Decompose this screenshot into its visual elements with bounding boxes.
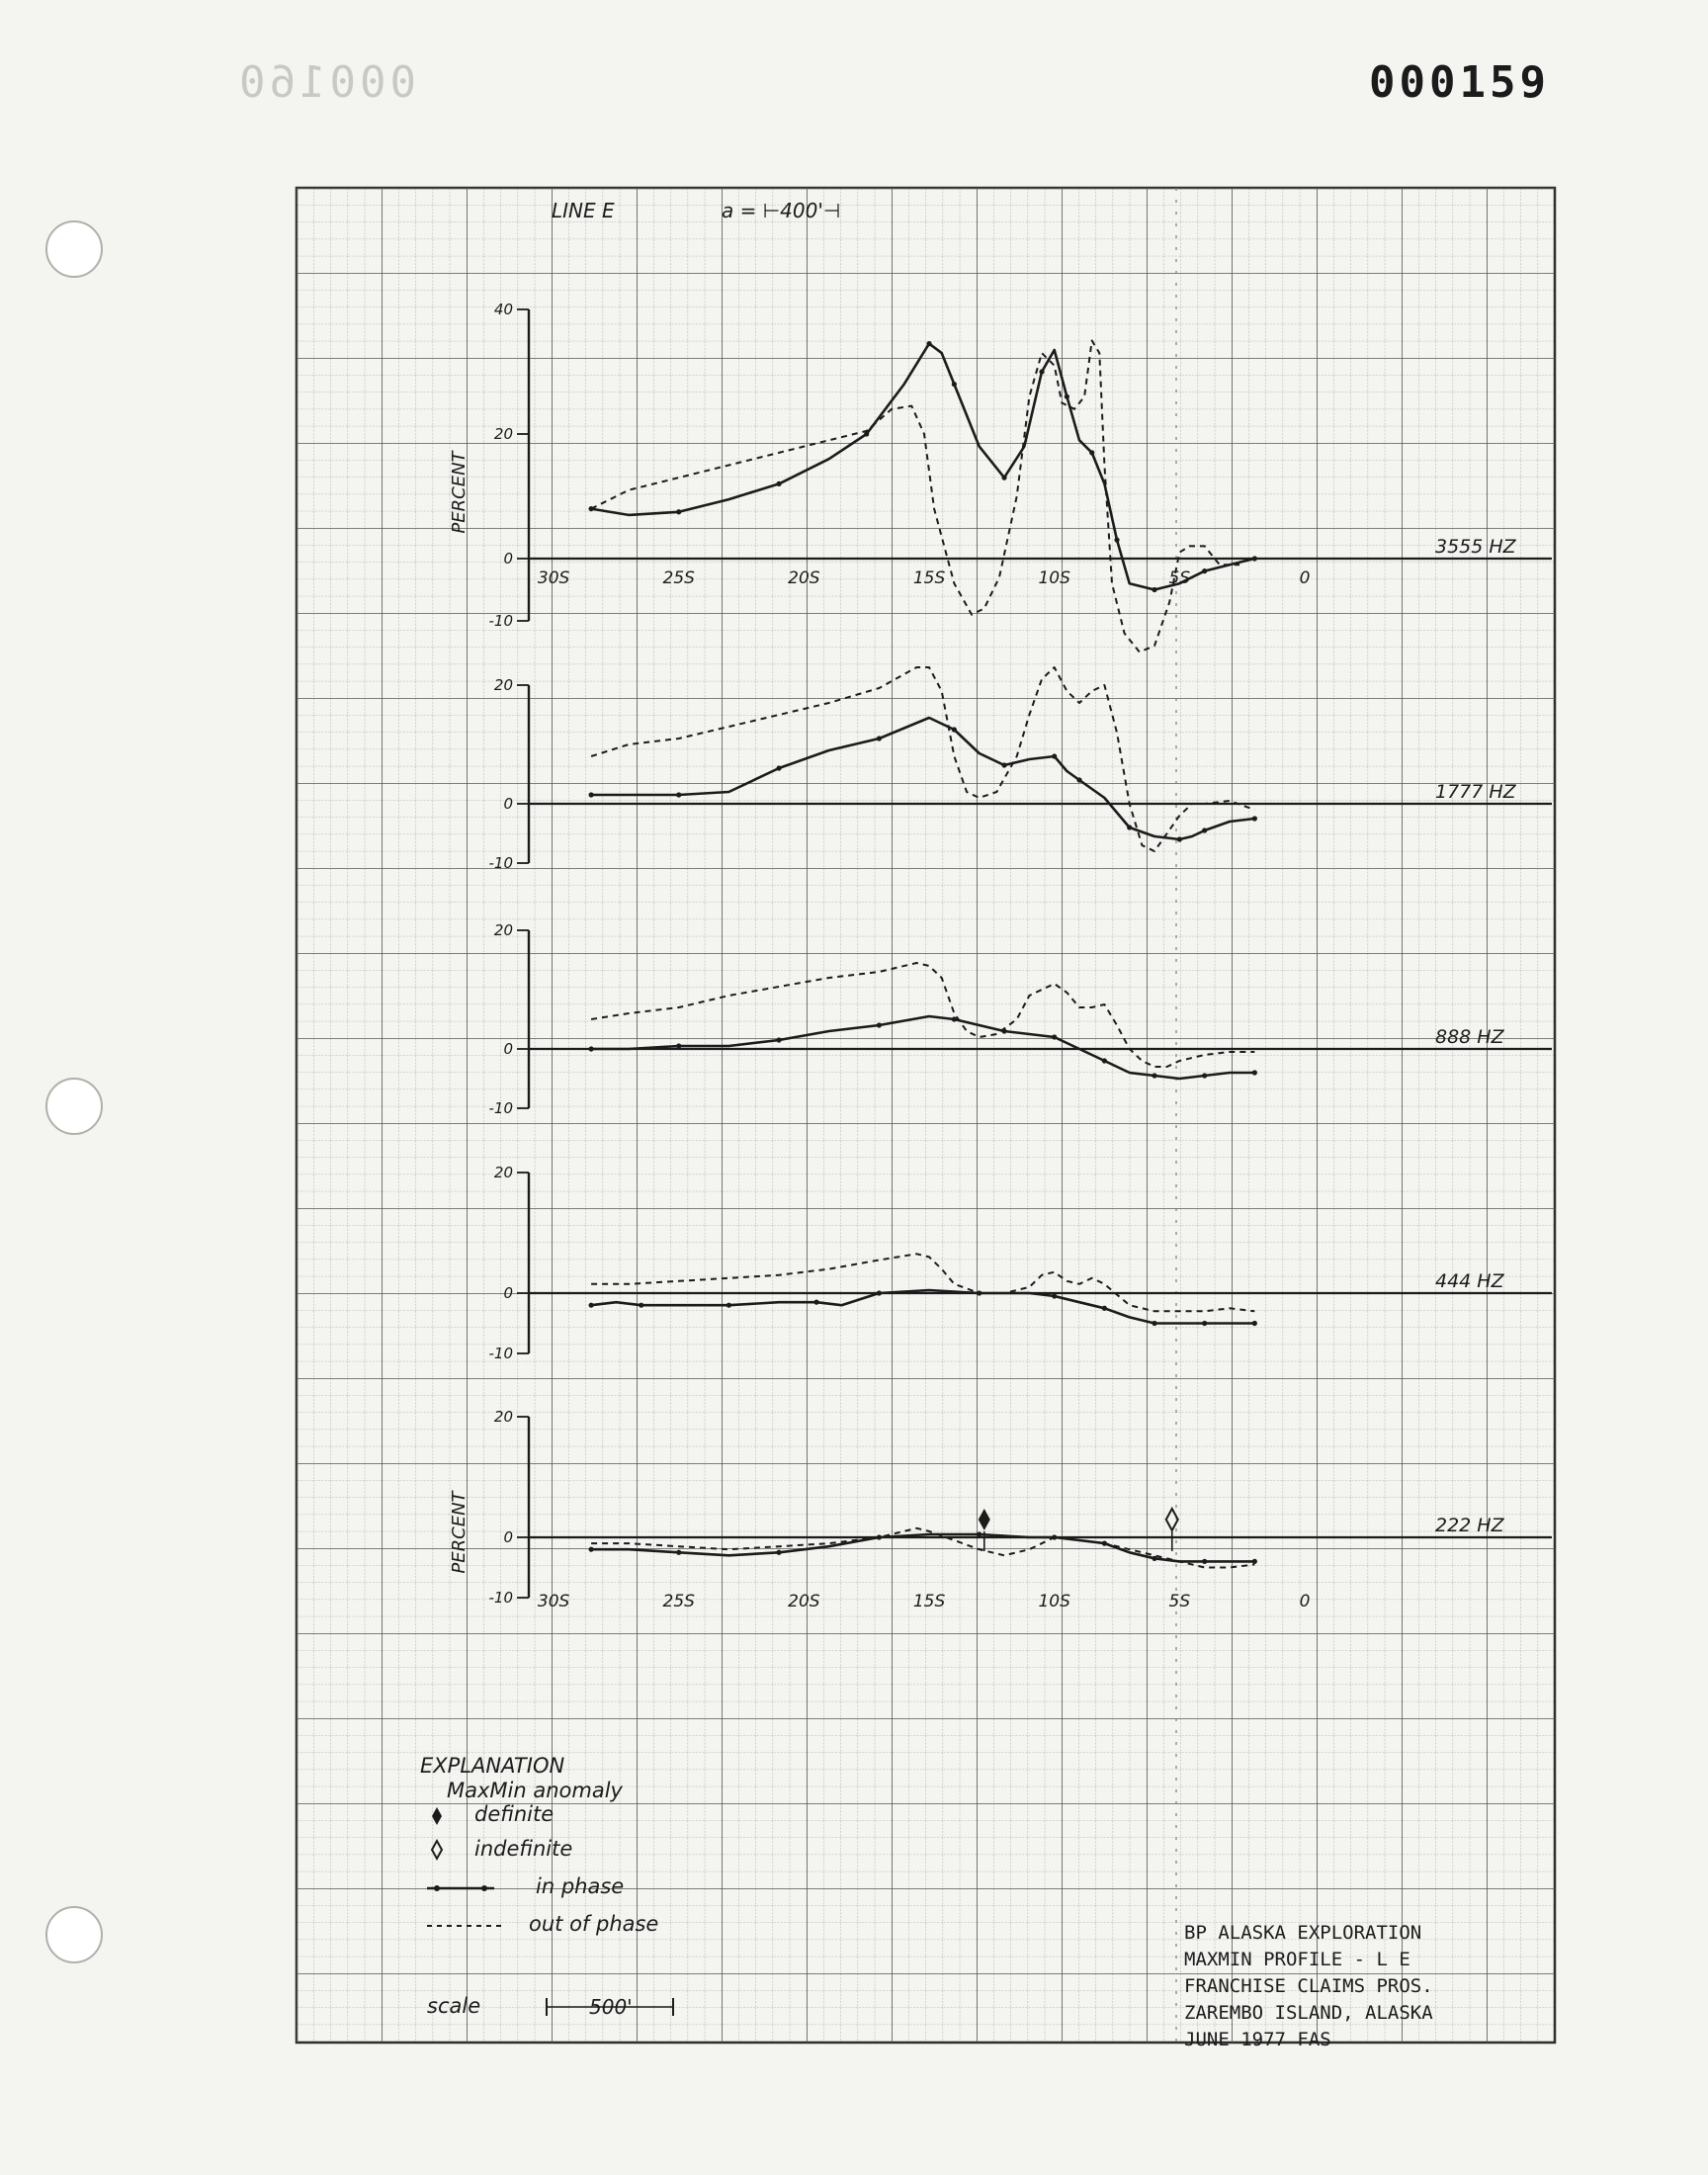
y-tick-label: 0: [503, 550, 513, 567]
frequency-label: 888 HZ: [1435, 1026, 1504, 1048]
y-tick-label: 20: [493, 676, 513, 694]
title-block-line-5: JUNE 1977 FAS: [1184, 2029, 1331, 2050]
in-phase-data-point: [1001, 476, 1006, 480]
in-phase-data-point: [588, 1046, 593, 1051]
in-phase-data-point: [1177, 836, 1182, 841]
y-tick-label: 20: [493, 425, 513, 443]
in-phase-data-point: [676, 1550, 681, 1555]
y-tick-label: 0: [503, 1284, 513, 1302]
explanation-heading: EXPLANATION: [420, 1754, 565, 1778]
x-tick-label: 0: [1299, 1592, 1311, 1611]
in-phase-data-point: [1202, 1073, 1207, 1078]
in-phase-data-point: [1065, 394, 1069, 399]
in-phase-data-point: [1001, 762, 1006, 767]
y-tick-label: -10: [488, 612, 513, 630]
x-tick-label: 5S: [1168, 568, 1191, 588]
frequency-label: 1777 HZ: [1435, 781, 1516, 803]
chart-title: LINE E: [552, 199, 615, 222]
y-tick-label: -10: [488, 1345, 513, 1362]
x-tick-label: 10S: [1038, 1592, 1070, 1611]
y-axis-label: PERCENT: [449, 451, 470, 534]
y-tick-label: -10: [488, 1589, 513, 1607]
in-phase-data-point: [776, 481, 781, 486]
in-phase-data-point: [1252, 1321, 1257, 1326]
in-phase-data-point: [1052, 1293, 1057, 1298]
title-block-line-2: MAXMIN PROFILE - L E: [1184, 1949, 1410, 1970]
in-phase-data-point: [1252, 556, 1257, 561]
y-tick-label: -10: [488, 854, 513, 872]
in-phase-data-point: [588, 1547, 593, 1552]
in-phase-data-point: [977, 1531, 982, 1536]
in-phase-data-point: [1114, 538, 1119, 543]
x-tick-label: 0: [1299, 568, 1311, 588]
in-phase-data-point: [1127, 825, 1132, 829]
frequency-label: 3555 HZ: [1435, 536, 1516, 558]
in-phase-dot-sample: [481, 1885, 487, 1891]
in-phase-data-point: [776, 1037, 781, 1042]
frequency-label: 222 HZ: [1435, 1515, 1504, 1536]
in-phase-data-point: [588, 1303, 593, 1308]
in-phase-data-point: [776, 765, 781, 770]
frequency-label: 444 HZ: [1435, 1270, 1504, 1292]
in-phase-data-point: [1252, 816, 1257, 821]
legend-definite-label: definite: [474, 1802, 555, 1826]
in-phase-data-point: [726, 1303, 731, 1308]
in-phase-data-point: [1089, 450, 1094, 455]
in-phase-data-point: [1039, 369, 1044, 374]
in-phase-data-point: [877, 1022, 882, 1027]
in-phase-data-point: [776, 1550, 781, 1555]
in-phase-data-point: [1076, 777, 1081, 782]
in-phase-data-point: [1152, 1321, 1156, 1326]
in-phase-data-point: [676, 509, 681, 514]
x-tick-label: 15S: [912, 568, 946, 588]
x-tick-label: 30S: [537, 1592, 570, 1611]
in-phase-data-point: [877, 736, 882, 740]
y-tick-label: 20: [493, 1164, 513, 1181]
in-phase-data-point: [1202, 1321, 1207, 1326]
in-phase-data-point: [1252, 1070, 1257, 1075]
y-tick-label: 0: [503, 1528, 513, 1546]
y-tick-label: 0: [503, 1040, 513, 1058]
in-phase-data-point: [1102, 1306, 1107, 1311]
y-tick-label: 20: [493, 921, 513, 939]
page-number: 000159: [1369, 57, 1550, 108]
legend-indefinite-label: indefinite: [474, 1837, 573, 1861]
x-tick-label: 30S: [537, 568, 570, 588]
in-phase-data-point: [1202, 568, 1207, 573]
in-phase-data-point: [1202, 1559, 1207, 1564]
in-phase-data-point: [877, 1290, 882, 1295]
in-phase-data-point: [1052, 753, 1057, 758]
in-phase-data-point: [1052, 1034, 1057, 1039]
scale-value: 500': [589, 1995, 633, 2019]
in-phase-data-point: [952, 727, 957, 732]
in-phase-data-point: [1102, 1058, 1107, 1063]
chart-scale-header: a = ⊢400'⊣: [722, 199, 841, 222]
explanation-subheading: MaxMin anomaly: [447, 1779, 623, 1802]
in-phase-data-point: [952, 382, 957, 387]
ghost-page-number: 000160: [235, 57, 416, 108]
in-phase-data-point: [676, 1043, 681, 1048]
in-phase-data-point: [676, 792, 681, 797]
title-block-line-4: ZAREMBO ISLAND, ALASKA: [1184, 2002, 1433, 2024]
in-phase-data-point: [813, 1300, 818, 1305]
in-phase-dot-sample: [434, 1885, 440, 1891]
x-tick-label: 5S: [1168, 1592, 1191, 1611]
y-tick-label: 40: [493, 301, 513, 318]
legend-in-phase-label: in phase: [536, 1874, 625, 1898]
in-phase-data-point: [1152, 1073, 1156, 1078]
x-tick-label: 15S: [912, 1592, 946, 1611]
y-tick-label: 0: [503, 795, 513, 813]
x-tick-label: 25S: [662, 1592, 695, 1611]
scale-label: scale: [427, 1994, 481, 2018]
title-block-line-1: BP ALASKA EXPLORATION: [1184, 1922, 1422, 1944]
in-phase-data-point: [1152, 587, 1156, 592]
legend-out-of-phase-label: out of phase: [529, 1912, 659, 1936]
x-tick-label: 10S: [1038, 568, 1070, 588]
x-tick-label: 20S: [788, 568, 820, 588]
in-phase-data-point: [1252, 1559, 1257, 1564]
in-phase-data-point: [1202, 827, 1207, 832]
in-phase-data-point: [926, 341, 931, 346]
x-tick-label: 25S: [662, 568, 695, 588]
in-phase-data-point: [588, 792, 593, 797]
y-axis-label: PERCENT: [449, 1491, 470, 1574]
y-tick-label: 20: [493, 1408, 513, 1426]
in-phase-data-point: [639, 1303, 643, 1308]
x-tick-label: 20S: [788, 1592, 820, 1611]
y-tick-label: -10: [488, 1099, 513, 1117]
title-block-line-3: FRANCHISE CLAIMS PROS.: [1184, 1975, 1433, 1997]
